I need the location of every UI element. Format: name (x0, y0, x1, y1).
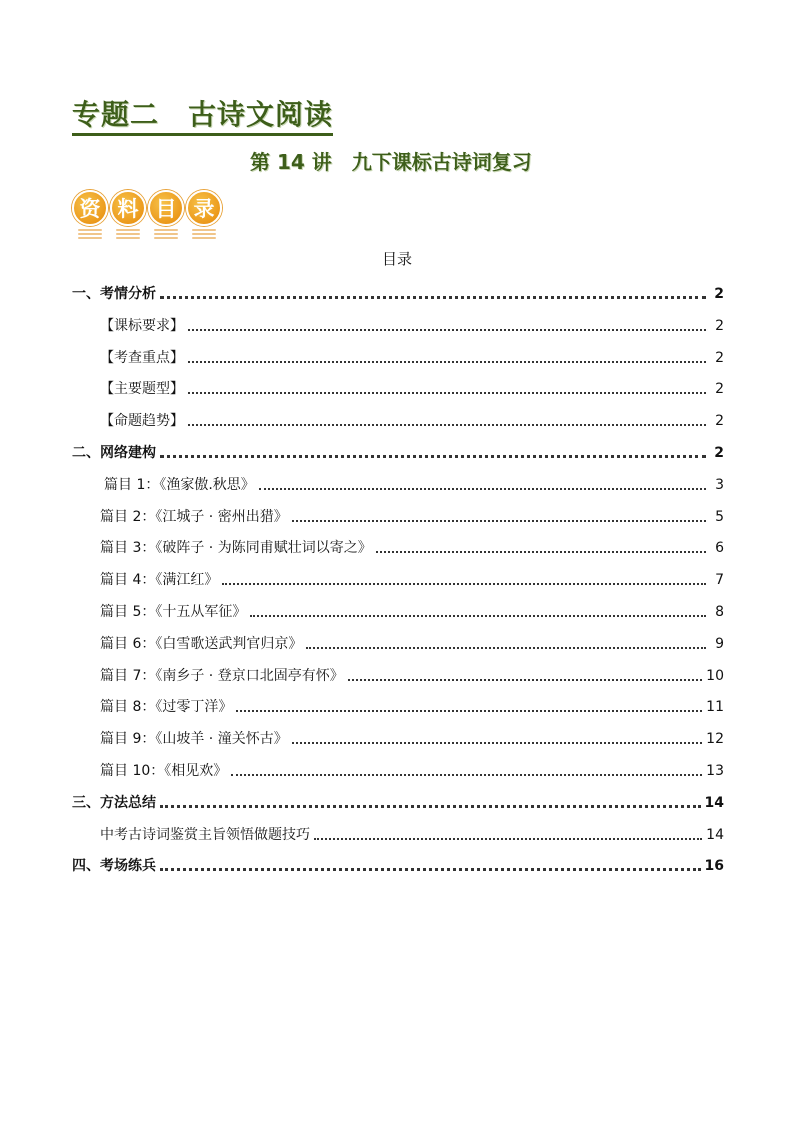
badge-char: 录 (186, 190, 222, 226)
toc-entry-label: 四、考场练兵 (72, 858, 156, 875)
toc-entry-label: 【主要题型】 (100, 381, 184, 398)
toc-leader-dots (250, 615, 706, 617)
toc-entry-label: 篇目 4：《满江红》 (100, 572, 219, 589)
toc-leader-dots (314, 838, 702, 840)
toc-entry-page: 2 (715, 317, 724, 334)
badge-circle (110, 190, 146, 236)
toc-entry[interactable] (72, 630, 724, 654)
toc-entry-label: 篇目 6：《白雪歌送武判官归京》 (100, 635, 303, 652)
toc-entry[interactable] (72, 821, 724, 845)
badge-circle (72, 190, 108, 236)
toc-entry[interactable] (72, 471, 724, 495)
toc-entry-label: 【考查重点】 (100, 349, 184, 366)
toc-entry[interactable] (72, 598, 724, 622)
toc-entry-label: 篇目 1：《渔家傲.秋思》 (104, 476, 255, 493)
toc-entry-label: 【课标要求】 (100, 317, 184, 334)
toc-entry[interactable] (72, 280, 724, 304)
toc-entry[interactable] (72, 534, 724, 558)
toc-entry-page: 8 (715, 604, 724, 620)
toc-entry[interactable] (72, 407, 724, 431)
toc-entry[interactable] (72, 852, 724, 876)
badge-circle (148, 190, 184, 236)
badge-underline (154, 229, 178, 241)
toc-leader-dots (188, 392, 706, 394)
toc-leader-dots (292, 520, 706, 522)
toc-entry[interactable] (72, 312, 724, 336)
toc-entry-page: 11 (706, 699, 724, 716)
toc-entry[interactable] (72, 375, 724, 399)
toc-entry-label: 篇目 5：《十五从军征》 (100, 604, 247, 620)
lecture-title: 第 14 讲 九下课标古诗词复习 (250, 150, 532, 174)
toc-entry-label: 三、方法总结 (72, 794, 156, 811)
toc-leader-dots (160, 455, 706, 458)
toc-entry-page: 14 (704, 794, 724, 811)
toc-entry[interactable] (72, 789, 724, 813)
toc-entry-page: 2 (714, 445, 724, 461)
toc-entry[interactable] (72, 344, 724, 368)
toc-leader-dots (236, 710, 702, 712)
toc-entry-page: 12 (706, 731, 724, 748)
toc-leader-dots (188, 329, 706, 331)
toc-entry-page: 9 (715, 635, 724, 652)
toc-heading: 目录 (381, 250, 412, 268)
badge-char: 料 (110, 190, 146, 226)
toc-entry[interactable] (72, 757, 724, 781)
toc-entry[interactable] (72, 439, 724, 463)
page-title: 专题二 古诗文阅读 (72, 98, 333, 136)
toc-entry-label: 篇目 7：《南乡子 · 登京口北固亭有怀》 (100, 667, 344, 684)
toc-entry-page: 2 (714, 286, 724, 302)
badge-underline (192, 229, 216, 241)
toc-entry-label: 一、考情分析 (72, 286, 156, 302)
toc-leader-dots (231, 774, 702, 776)
toc-leader-dots (160, 868, 701, 871)
toc-leader-dots (348, 679, 702, 681)
toc-leader-dots (188, 361, 706, 363)
toc-entry-page: 13 (706, 763, 724, 779)
toc-leader-dots (188, 424, 706, 426)
toc-entry-page: 6 (715, 540, 724, 557)
toc-leader-dots (160, 805, 701, 808)
toc-entry-page: 2 (715, 413, 724, 430)
toc-entry-page: 7 (715, 572, 724, 589)
toc-entry[interactable] (72, 662, 724, 686)
toc-leader-dots (160, 296, 706, 299)
toc-entry-label: 中考古诗词鉴赏主旨领悟做题技巧 (100, 826, 310, 843)
toc-entry[interactable] (72, 503, 724, 527)
toc-leader-dots (222, 583, 706, 585)
toc-entry-label: 篇目 8：《过零丁洋》 (100, 699, 233, 716)
toc-entry[interactable] (72, 693, 724, 717)
toc-entry-page: 10 (706, 667, 724, 684)
toc-entry-page: 2 (715, 381, 724, 398)
toc-entry-page: 16 (704, 858, 724, 875)
badge-underline (116, 229, 140, 241)
toc-entry[interactable] (72, 566, 724, 590)
toc-leader-dots (259, 488, 706, 490)
toc-entry-label: 二、网络建构 (72, 445, 156, 461)
badge-char: 资 (72, 190, 108, 226)
toc-entry-page: 14 (706, 826, 724, 843)
toc-entry-label: 篇目 2：《江城子 · 密州出猎》 (100, 508, 288, 525)
toc-entry-page: 3 (715, 476, 724, 493)
toc-entry-label: 篇目 10：《相见欢》 (100, 763, 228, 779)
toc-entry-label: 【命题趋势】 (100, 413, 184, 430)
toc-leader-dots (376, 551, 706, 553)
badge-underline (78, 229, 102, 241)
toc-badge (72, 190, 222, 236)
toc-leader-dots (306, 647, 706, 649)
badge-char: 目 (148, 190, 184, 226)
badge-circle (186, 190, 222, 236)
toc-entry-label: 篇目 9：《山坡羊 · 潼关怀古》 (100, 731, 288, 748)
toc-entry-label: 篇目 3：《破阵子 · 为陈同甫赋壮词以寄之》 (100, 540, 372, 557)
toc-entry[interactable] (72, 725, 724, 749)
toc-entry-page: 2 (715, 349, 724, 366)
toc-leader-dots (292, 742, 702, 744)
toc-entry-page: 5 (715, 508, 724, 525)
